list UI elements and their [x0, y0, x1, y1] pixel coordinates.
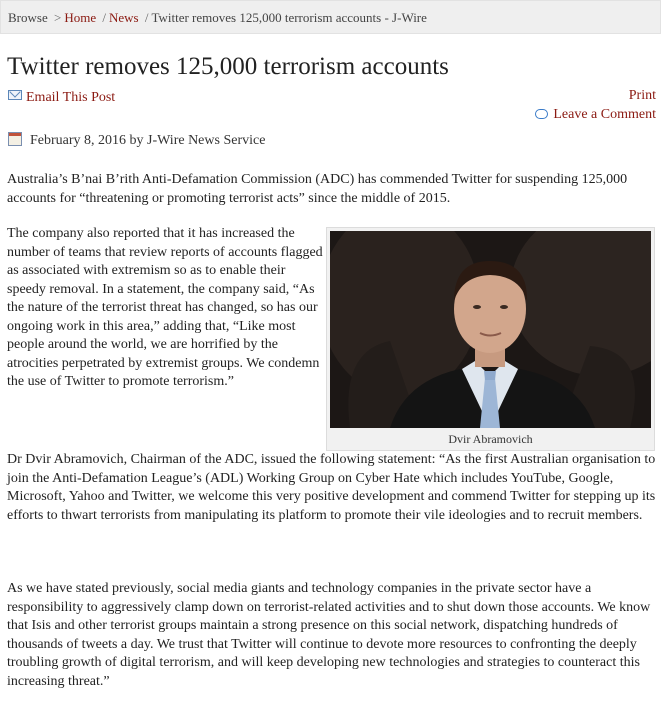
breadcrumb-home-link[interactable]: Home: [64, 10, 97, 25]
article-paragraph: Dr Dvir Abramovich, Chairman of the ADC, issued the following statement: “As the first Australian organisation to join the Anti-Defamation League’s (ADL) Working Group on Cyber Hate which includes YouTube, Google, Microsoft, Yahoo and Twitter, we welcome this very positive development and commend Twitter for stepping up its efforts to thwart terrorists from manipulating its platform to promote their vile ideologies and to recruit members.: [7, 452, 656, 523]
portrait-illustration: [330, 231, 651, 428]
article-title: Twitter removes 125,000 terrorism accounts: [7, 53, 449, 80]
breadcrumb-separator: /: [102, 10, 106, 25]
leave-comment-label: Leave a Comment: [553, 107, 656, 122]
article-meta: [8, 132, 265, 149]
calendar-icon: [8, 132, 22, 146]
breadcrumb-separator: /: [144, 10, 149, 25]
email-post-label: Email This Post: [26, 90, 116, 105]
article-paragraph: Australia’s B’nai B’rith Anti-Defamation Commission (ADC) has commended Twitter for suspending 125,000 accounts for “threatening or promoting terrorist acts” since the middle of 2015.: [7, 172, 628, 206]
article-date-author: February 8, 2016 by J-Wire News Service: [30, 133, 266, 148]
portrait-photo[interactable]: [330, 231, 651, 428]
breadcrumb-separator: >: [53, 10, 62, 25]
breadcrumb-news-link[interactable]: News: [108, 10, 139, 25]
breadcrumb: [0, 0, 661, 34]
envelope-icon: [8, 90, 22, 100]
article-paragraph: As we have stated previously, social media giants and technology companies in the private sector have a responsibility to aggressively clamp down on terrorist-related activities and to shut down those accounts. We know that Isis and other terrorist groups maintain a strong presence on this social network, dispatching hundreds of thousands of tweets a day. We trust that Twitter will continue to devote more resources to confronting the deeply troubling growth of digital terrorism, and will keep developing new technologies and strategies to counteract this increasing threat.”: [7, 581, 651, 689]
leave-comment-link[interactable]: [535, 107, 656, 123]
email-post-link[interactable]: [8, 90, 115, 106]
article-paragraph: The company also reported that it has increased the number of teams that review reports of accounts flagged as associated with extremism so as to enable their speedy removal. In a statement, the company said, “As the nature of the terrorist threat has changed, so has our ongoing work in this area,” adding that, “Like most people around the world, we are horrified by the atrocities perpetrated by extremist groups. We condemn the use of Twitter to promote terrorism.”: [7, 226, 323, 389]
breadcrumb-current: Twitter removes 125,000 terrorism accounts - J-Wire: [151, 10, 427, 25]
speech-bubble-icon: [535, 109, 548, 119]
breadcrumb-browse-label: Browse: [8, 10, 48, 25]
print-link[interactable]: Print: [628, 88, 656, 103]
article-figure: [326, 227, 655, 451]
image-caption: Dvir Abramovich: [448, 432, 533, 446]
